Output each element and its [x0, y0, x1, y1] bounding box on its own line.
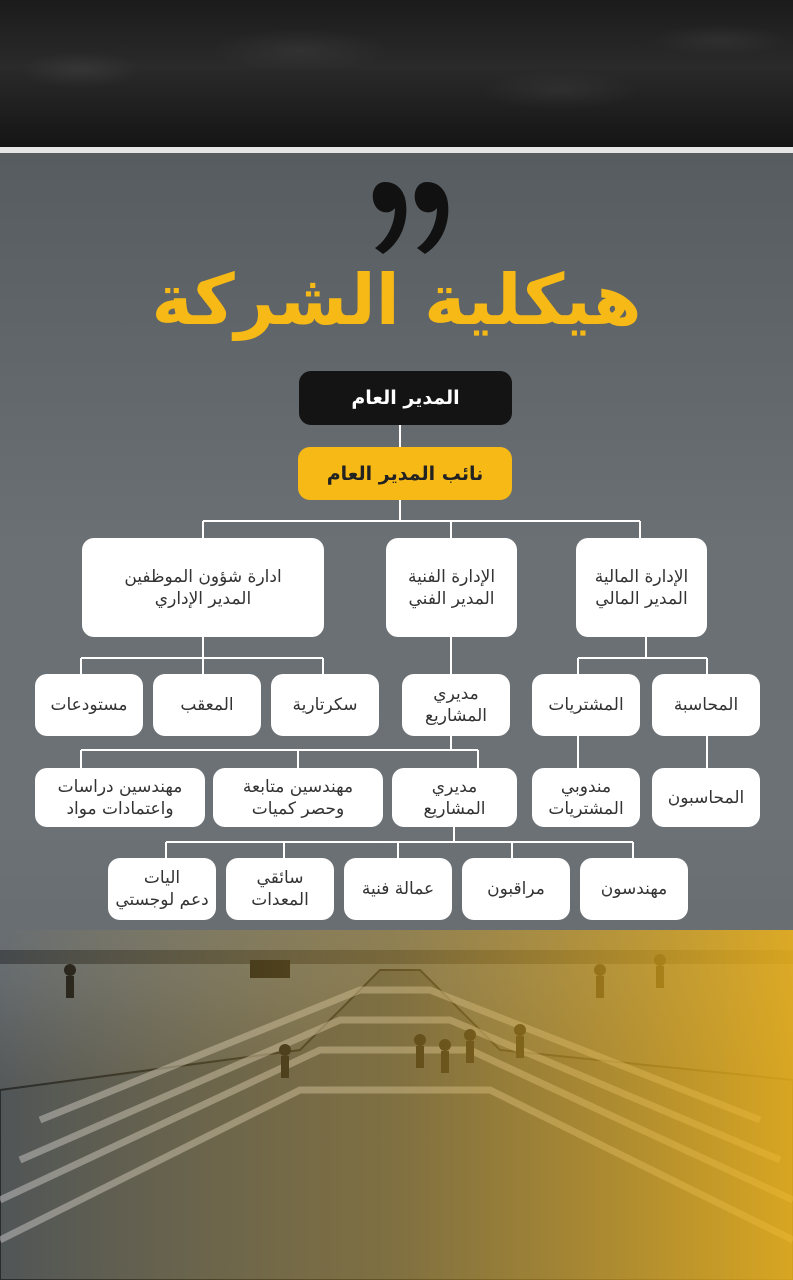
technical-labor-label: عمالة فنية: [361, 879, 435, 899]
finance-department-box: [576, 538, 707, 637]
engineers-box: [580, 858, 688, 920]
accounting-box: [652, 674, 760, 736]
deputy-box: [298, 447, 512, 500]
followup-engineers-label-2: وحصر كميات: [251, 798, 345, 819]
warehouses-box: [35, 674, 143, 736]
drivers-label-2: المعدات: [251, 890, 309, 910]
accounting-label: المحاسبة: [673, 695, 739, 715]
page-title: هيكلية الشركة: [151, 259, 642, 341]
study-engineers-label-2: واعتمادات مواد: [66, 798, 174, 819]
hr-manager-label: المدير الإداري: [154, 588, 252, 609]
accountants-box: [652, 768, 760, 827]
engineers-label: مهندسون: [600, 879, 668, 899]
drivers-label-1: سائقي: [256, 868, 304, 888]
study-engineers-label-1: مهندسين دراسات: [57, 776, 183, 797]
hr-department-box: [82, 538, 324, 637]
ceo-box: [299, 371, 512, 425]
purchasing-label: المشتريات: [548, 695, 624, 715]
followup-engineers-label-1: مهندسين متابعة: [242, 776, 354, 797]
project-managers-box: [402, 674, 510, 736]
technical-department-label: الإدارة الفنية: [407, 566, 496, 587]
project-managers-sub-box: [392, 768, 517, 827]
project-managers-sub-label-2: المشاريع: [423, 798, 486, 819]
purchasing-reps-box: [532, 768, 640, 827]
ceo-label: المدير العام: [351, 387, 460, 409]
hr-department-label: ادارة شؤون الموظفين: [124, 566, 282, 587]
purchasing-reps-label-1: مندوبي: [560, 776, 612, 797]
purchasing-box: [532, 674, 640, 736]
follow-up-box: [153, 674, 261, 736]
purchasing-reps-label-2: المشتريات: [548, 798, 624, 819]
supervisors-label: مراقبون: [487, 879, 545, 899]
finance-manager-label: المدير المالي: [595, 588, 688, 609]
followup-engineers-box: [213, 768, 383, 827]
project-managers-label-2: المشاريع: [424, 706, 488, 726]
accountants-label: المحاسبون: [667, 787, 745, 808]
warehouses-label: مستودعات: [50, 695, 128, 715]
secretariat-box: [271, 674, 379, 736]
technical-manager-label: المدير الفني: [408, 588, 495, 609]
technical-department-box: [386, 538, 517, 637]
technical-labor-box: [344, 858, 452, 920]
finance-department-label: الإدارة المالية: [594, 566, 689, 587]
follow-up-label: المعقب: [180, 695, 234, 715]
drivers-box: [226, 858, 334, 920]
logistics-label-1: اليات: [143, 868, 181, 888]
secretariat-label: سكرتارية: [292, 695, 358, 715]
logistics-box: [108, 858, 216, 920]
construction-site-image: [0, 930, 793, 1280]
project-managers-label-1: مديري: [433, 684, 479, 704]
logistics-label-2: دعم لوجستي: [115, 890, 209, 910]
deputy-label: نائب المدير العام: [326, 462, 484, 485]
study-engineers-box: [35, 768, 205, 827]
project-managers-sub-label-1: مديري: [431, 776, 478, 797]
supervisors-box: [462, 858, 570, 920]
